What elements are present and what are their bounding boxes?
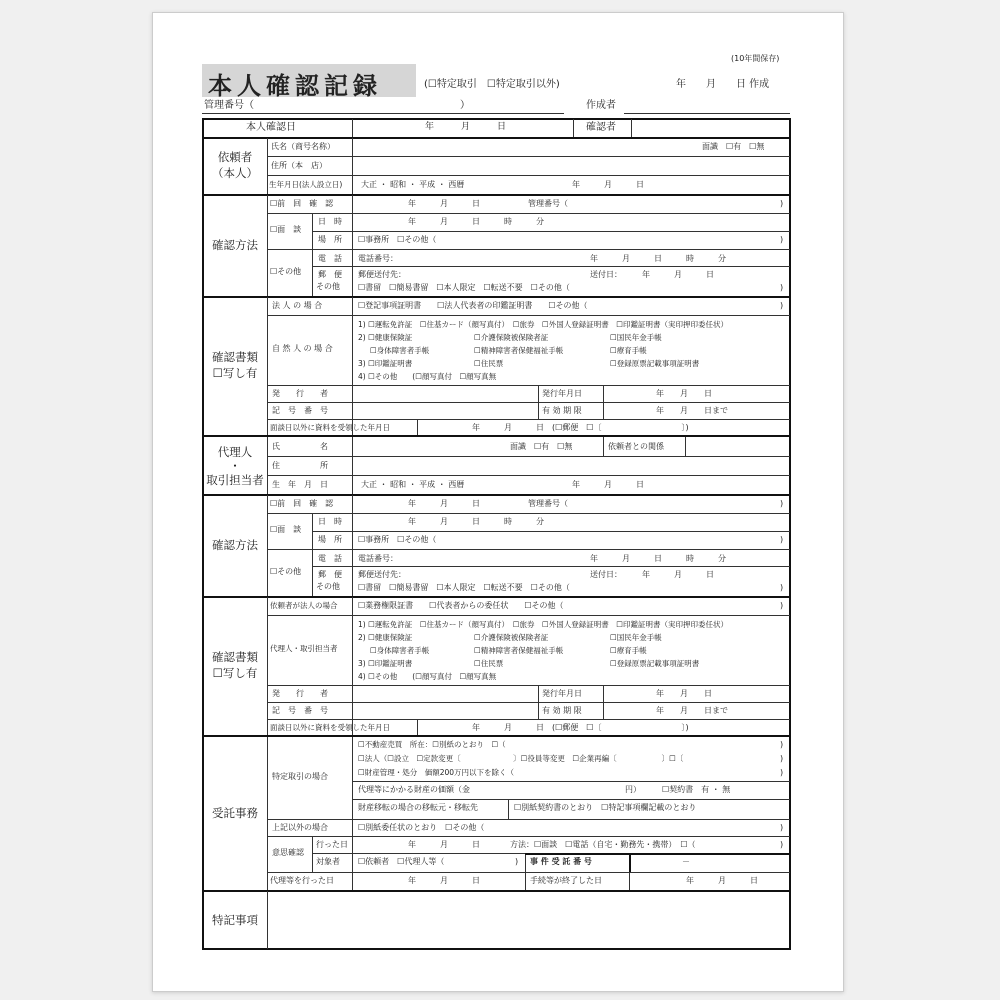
docs1-section-label: 確認書類 ☐写し有 [212, 350, 258, 380]
docs1-issuer-label: 発 行 者 [272, 389, 328, 398]
mgmt-no-close: ） [460, 100, 470, 111]
method1-phone-label: 電 話 [318, 254, 342, 263]
method1-section-label: 確認方法 [212, 238, 258, 252]
docs1-person-label: 自 然 人 の 場 合 [272, 344, 333, 353]
table-right [789, 118, 791, 950]
docs2-section-label: 確認書類 ☐写し有 [212, 650, 258, 680]
method1-other[interactable]: ☐その他 [270, 267, 302, 276]
client-address-label: 住所（本 店） [271, 161, 327, 170]
method1-datetime[interactable]: 年 月 日 時 分 [408, 217, 544, 226]
docs1-number-label: 記 号 番 号 [272, 406, 328, 415]
retention-note: (10年間保存) [731, 54, 780, 63]
method1-prev-date[interactable]: 年 月 日 [408, 199, 480, 208]
method1-phone[interactable]: 電話番号： [358, 254, 398, 263]
method1-place-label: 場 所 [318, 235, 342, 244]
created-date: 年 月 日 作成 [676, 79, 770, 90]
confirmer-label: 確認者 [586, 122, 616, 133]
author-underline [624, 113, 790, 114]
docs1-received-label: 面談日以外に資料を受領した年月日 [270, 423, 390, 432]
confirm-date-label: 本人確認日 [246, 122, 296, 133]
method1-other-label: その他 [316, 282, 340, 291]
method1-mail-label: 郵 便 [318, 270, 342, 279]
method1-mail-to[interactable]: 郵便送付先： [358, 270, 406, 279]
docs1-received[interactable]: 年 月 日 (☐郵便 ☐〔 〕) [472, 423, 689, 432]
method1-interview[interactable]: ☐面 談 [270, 225, 302, 234]
method1-datetime-label: 日 時 [318, 217, 342, 226]
entrust-specific-label: 特定取引の場合 [272, 772, 328, 781]
table-bottom [202, 948, 791, 950]
client-name-label: 氏名（商号名称） [271, 142, 335, 151]
method1-prev[interactable]: ☐前 回 確 認 [270, 199, 334, 208]
method1-mail-opts[interactable]: ☐書留 ☐簡易書留 ☐本人限定 ☐転送不要 ☐その他（ [358, 283, 570, 292]
method1-phone-dt[interactable]: 年 月 日 時 分 [590, 254, 726, 263]
method1-mail-sent[interactable]: 送付日： 年 月 日 [590, 270, 714, 279]
title-options: (☐特定取引 ☐特定取引以外) [424, 79, 560, 90]
docs1-issue-date-label: 発行年月日 [542, 389, 582, 398]
docs1-corp[interactable]: ☐登記事項証明書 ☐法人代表者の印鑑証明書 ☐その他（ [358, 301, 588, 310]
mgmt-underline [202, 113, 564, 114]
author-label: 作成者 [586, 100, 616, 111]
client-dob-date[interactable]: 年 月 日 [572, 180, 644, 189]
method1-place[interactable]: ☐事務所 ☐その他（ [358, 235, 437, 244]
client-dob-eras[interactable]: 大正 ・ 昭和 ・ 平成 ・ 西暦 [361, 180, 465, 189]
docs1-valid-label: 有 効 期 限 [542, 406, 582, 415]
client-dob-label: 生年月日(法人設立日) [269, 180, 343, 189]
remarks-field[interactable] [270, 894, 786, 946]
method2-section-label: 確認方法 [212, 538, 258, 552]
docs1-line1[interactable]: 1) ☐運転免許証 ☐住基カード（顔写真付） ☐旅券 ☐外国人登録証明書 ☐印鑑証明書（実印押印委任状） [358, 320, 728, 329]
remarks-label: 特記事項 [212, 913, 258, 927]
client-seal[interactable]: 面識 ☐有 ☐無 [702, 142, 765, 151]
agent-section-label: 代理人 ・ 取引担当者 [206, 445, 264, 487]
entrust-section-label: 受託事務 [212, 806, 258, 820]
docs1-corp-label: 法 人 の 場 合 [272, 301, 323, 310]
form-title: 本人確認記録 [208, 71, 382, 100]
table-top [202, 118, 790, 120]
confirm-date-value[interactable]: 年 月 日 [425, 122, 507, 132]
client-section-label: 依頼者 （本人） [212, 150, 258, 180]
method1-prev-mgmt[interactable]: 管理番号（ [528, 199, 568, 208]
mgmt-no-label: 管理番号（ [204, 100, 254, 111]
